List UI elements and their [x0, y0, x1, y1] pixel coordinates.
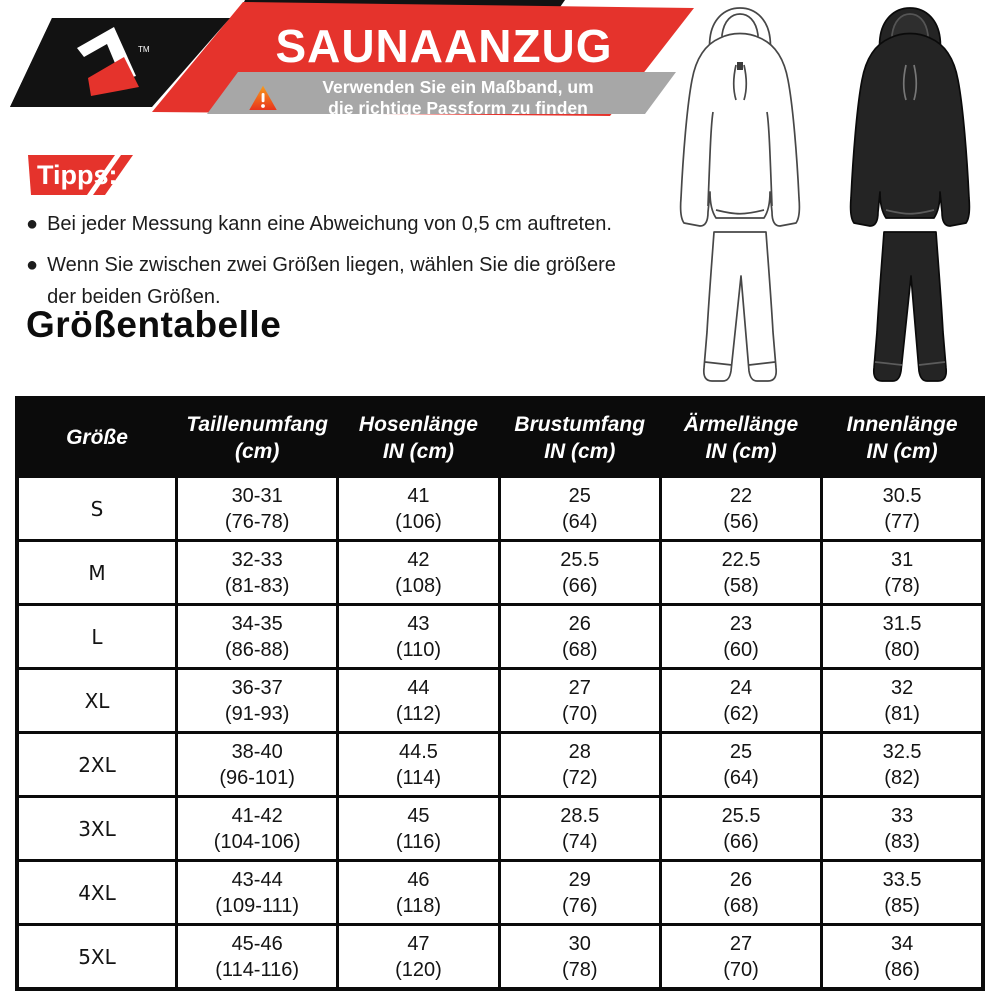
data-cell: 28 (72) [499, 733, 660, 797]
data-cell: 33 (83) [822, 797, 983, 861]
banner-subtitle [248, 77, 648, 119]
warning-triangle-icon [248, 84, 278, 112]
tips-flag [28, 155, 148, 197]
data-cell: 46 (118) [338, 861, 499, 925]
data-cell: 32.5 (82) [822, 733, 983, 797]
column-header: Ärmellänge IN (cm) [660, 398, 821, 477]
data-cell: 25.5 (66) [499, 541, 660, 605]
table-row [17, 541, 983, 605]
table-row [17, 733, 983, 797]
data-cell: 45 (116) [338, 797, 499, 861]
data-cell: 27 (70) [499, 669, 660, 733]
data-cell: 30-31 (76-78) [177, 477, 338, 541]
data-cell: 29 (76) [499, 861, 660, 925]
data-cell: 23 (60) [660, 605, 821, 669]
data-cell: 44 (112) [338, 669, 499, 733]
size-cell: 2XL [17, 733, 177, 797]
data-cell: 38-40 (96-101) [177, 733, 338, 797]
column-header: Hosenlänge IN (cm) [338, 398, 499, 477]
tips-label: Tipps: [37, 160, 118, 190]
data-cell: 26 (68) [660, 861, 821, 925]
data-cell: 45-46 (114-116) [177, 925, 338, 990]
page-banner-title: SAUNAANZUG [275, 20, 613, 72]
tip-item [26, 208, 648, 240]
data-cell: 24 (62) [660, 669, 821, 733]
data-cell: 30.5 (77) [822, 477, 983, 541]
data-cell: 25.5 (66) [660, 797, 821, 861]
data-cell: 42 (108) [338, 541, 499, 605]
size-cell: 4XL [17, 861, 177, 925]
table-row [17, 477, 983, 541]
data-cell: 34 (86) [822, 925, 983, 990]
size-table [15, 396, 985, 991]
tip-text: Wenn Sie zwischen zwei Größen liegen, wählen Sie die größere der beiden Größen. [47, 254, 616, 308]
column-header: Innenlänge IN (cm) [822, 398, 983, 477]
data-cell: 44.5 (114) [338, 733, 499, 797]
data-cell: 22.5 (58) [660, 541, 821, 605]
data-cell: 26 (68) [499, 605, 660, 669]
data-cell: 25 (64) [499, 477, 660, 541]
table-row [17, 797, 983, 861]
size-cell: XL [17, 669, 177, 733]
bullet-icon: ● [26, 254, 39, 276]
column-header: Brustumfang IN (cm) [499, 398, 660, 477]
tracksuit-illustrations [652, 2, 998, 394]
banner-subtitle-text: Verwenden Sie ein Maßband, um die richtige Passform zu finden [322, 77, 594, 118]
table-row [17, 861, 983, 925]
size-cell: M [17, 541, 177, 605]
table-row [17, 605, 983, 669]
table-row [17, 669, 983, 733]
size-cell: L [17, 605, 177, 669]
data-cell: 27 (70) [660, 925, 821, 990]
data-cell: 22 (56) [660, 477, 821, 541]
black-tracksuit-illustration [851, 8, 970, 381]
column-header: Größe [17, 398, 177, 477]
data-cell: 25 (64) [660, 733, 821, 797]
data-cell: 31 (78) [822, 541, 983, 605]
data-cell: 28.5 (74) [499, 797, 660, 861]
table-row [17, 925, 983, 990]
data-cell: 30 (78) [499, 925, 660, 990]
data-cell: 33.5 (85) [822, 861, 983, 925]
data-cell: 43 (110) [338, 605, 499, 669]
data-cell: 31.5 (80) [822, 605, 983, 669]
tm-mark: TM [138, 45, 150, 54]
bullet-icon: ● [26, 213, 39, 235]
data-cell: 43-44 (109-111) [177, 861, 338, 925]
data-cell: 41-42 (104-106) [177, 797, 338, 861]
data-cell: 36-37 (91-93) [177, 669, 338, 733]
column-header: Taillenumfang (cm) [177, 398, 338, 477]
size-table-header-row [17, 398, 983, 477]
data-cell: 47 (120) [338, 925, 499, 990]
size-table-title: Größentabelle [26, 304, 282, 345]
data-cell: 41 (106) [338, 477, 499, 541]
data-cell: 32-33 (81-83) [177, 541, 338, 605]
size-cell: S [17, 477, 177, 541]
size-cell: 3XL [17, 797, 177, 861]
data-cell: 34-35 (86-88) [177, 605, 338, 669]
white-tracksuit-illustration [681, 8, 800, 381]
size-cell: 5XL [17, 925, 177, 990]
tip-text: Bei jeder Messung kann eine Abweichung von 0,5 cm auftreten. [47, 213, 612, 235]
data-cell: 32 (81) [822, 669, 983, 733]
